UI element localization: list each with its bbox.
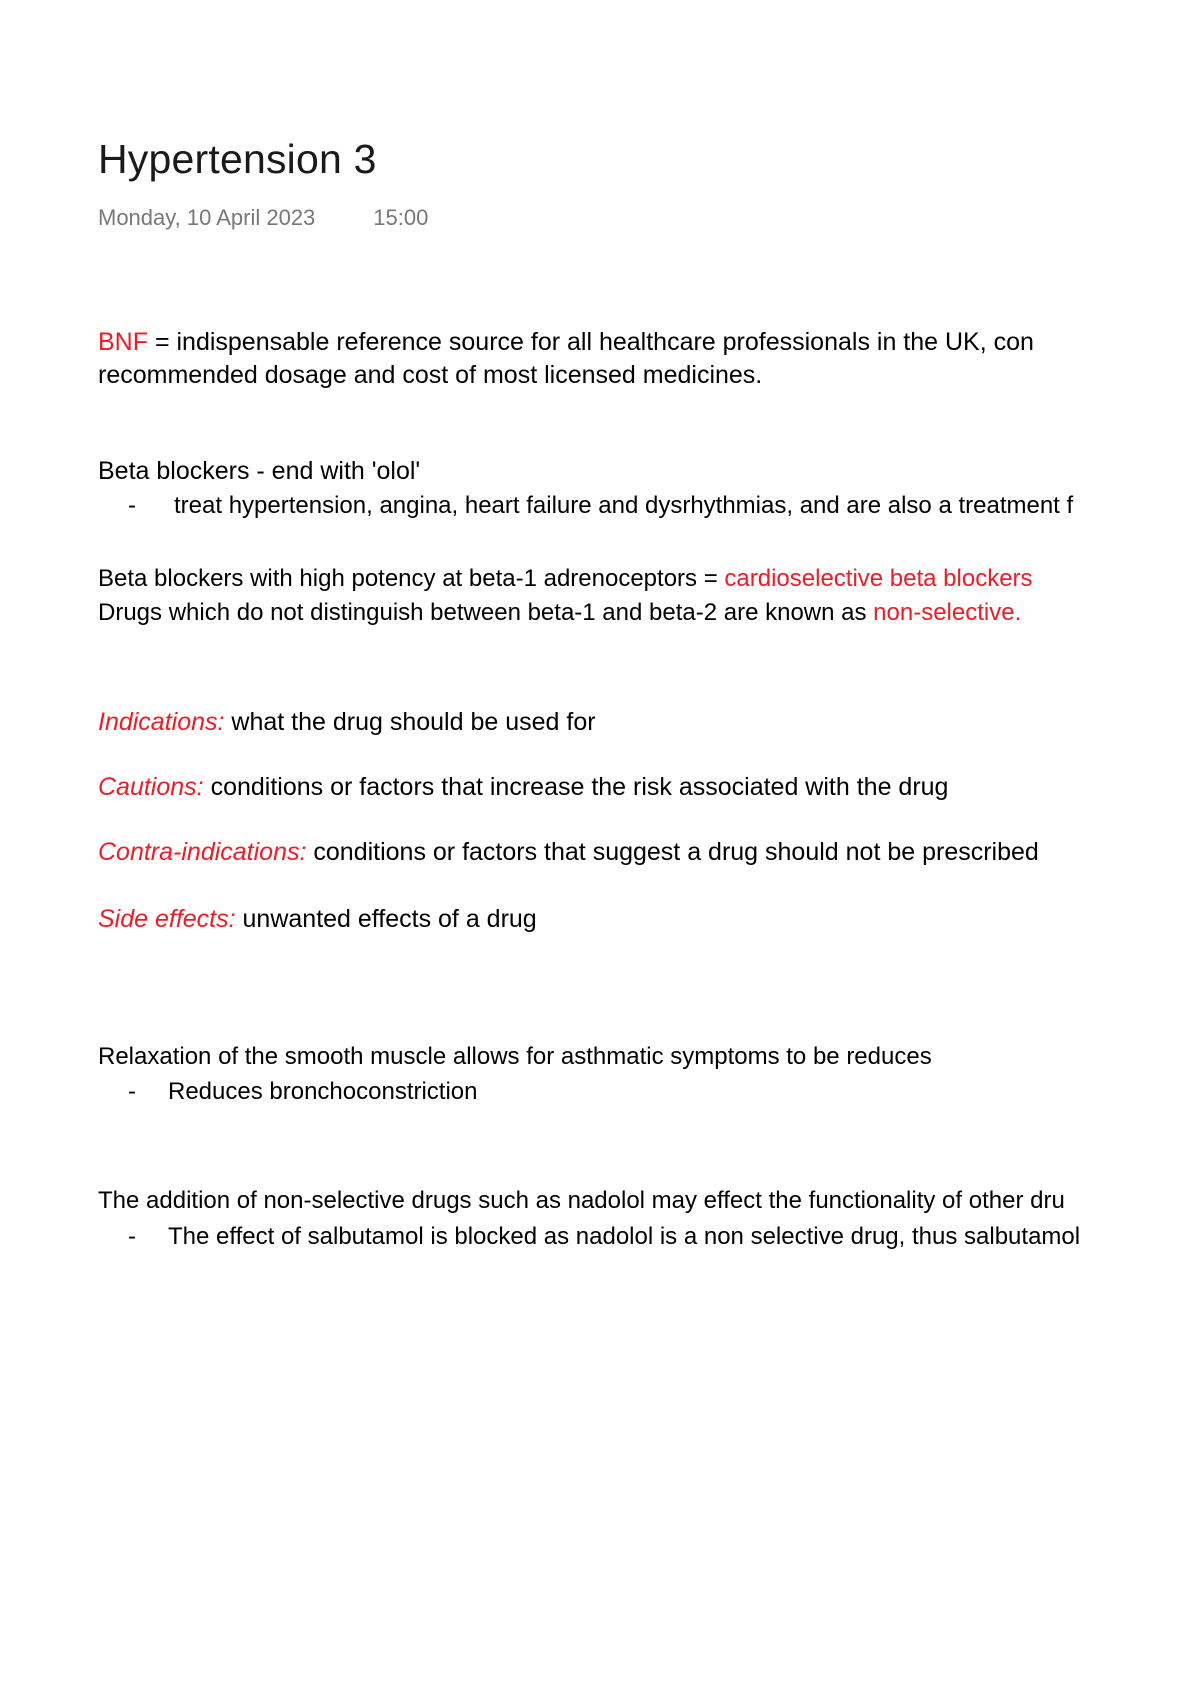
definition-side-effects: [98, 905, 537, 934]
note-time: 15:00: [373, 205, 429, 230]
definition-text: conditions or factors that increase the risk associated with the drug: [203, 773, 949, 801]
nonselective-text: The addition of non-selective drugs such as nadolol may effect the functionality of other dru: [98, 1187, 1065, 1214]
bullet-text: Reduces bronchoconstriction: [168, 1078, 478, 1105]
non-selective-term: non-selective.: [873, 599, 1022, 626]
definition-text: conditions or factors that suggest a drug should not be prescribed: [306, 838, 1039, 866]
definition-cautions: [98, 773, 948, 802]
bnf-term: BNF: [98, 328, 148, 356]
page-title: Hypertension 3: [98, 136, 377, 182]
bnf-line-2: recommended dosage and cost of most licensed medicines.: [98, 361, 763, 389]
selectivity-text-2: Drugs which do not distinguish between beta-1 and beta-2 are known as: [98, 599, 874, 626]
selectivity-line-2: [98, 599, 1021, 627]
bullet-dash: -: [128, 1223, 136, 1250]
note-timestamp: [98, 205, 428, 231]
selectivity-line-1: [98, 565, 1033, 593]
definition-text: what the drug should be used for: [224, 708, 596, 736]
cardioselective-term: cardioselective beta blockers: [724, 565, 1033, 592]
definition-indications: [98, 708, 596, 737]
note-date: Monday, 10 April 2023: [98, 205, 316, 230]
definition-term: Indications:: [98, 708, 225, 736]
bnf-text-1: = indispensable reference source for all healthcare professionals in the UK, con: [148, 328, 1034, 356]
definition-term: Side effects:: [98, 905, 236, 933]
beta-blockers-bullet: [128, 492, 1073, 520]
bullet-text: treat hypertension, angina, heart failure and dysrhythmias, and are also a treatment f: [174, 492, 1074, 519]
definition-text: unwanted effects of a drug: [235, 905, 537, 933]
beta-blockers-heading: Beta blockers - end with 'olol': [98, 457, 421, 485]
nonselective-bullet: [128, 1223, 1080, 1251]
definition-contra-indications: [98, 838, 1039, 867]
selectivity-text-1: Beta blockers with high potency at beta-1 adrenoceptors =: [98, 565, 725, 592]
definition-term: Contra-indications:: [98, 838, 307, 866]
bullet-dash: -: [128, 1078, 136, 1105]
bnf-line-1: [98, 328, 1034, 357]
relaxation-bullet: [128, 1078, 478, 1106]
definition-term: Cautions:: [98, 773, 204, 801]
bullet-dash: -: [128, 492, 136, 519]
relaxation-text: Relaxation of the smooth muscle allows for asthmatic symptoms to be reduces: [98, 1043, 932, 1070]
bullet-text: The effect of salbutamol is blocked as nadolol is a non selective drug, thus salbutamol: [168, 1223, 1081, 1250]
